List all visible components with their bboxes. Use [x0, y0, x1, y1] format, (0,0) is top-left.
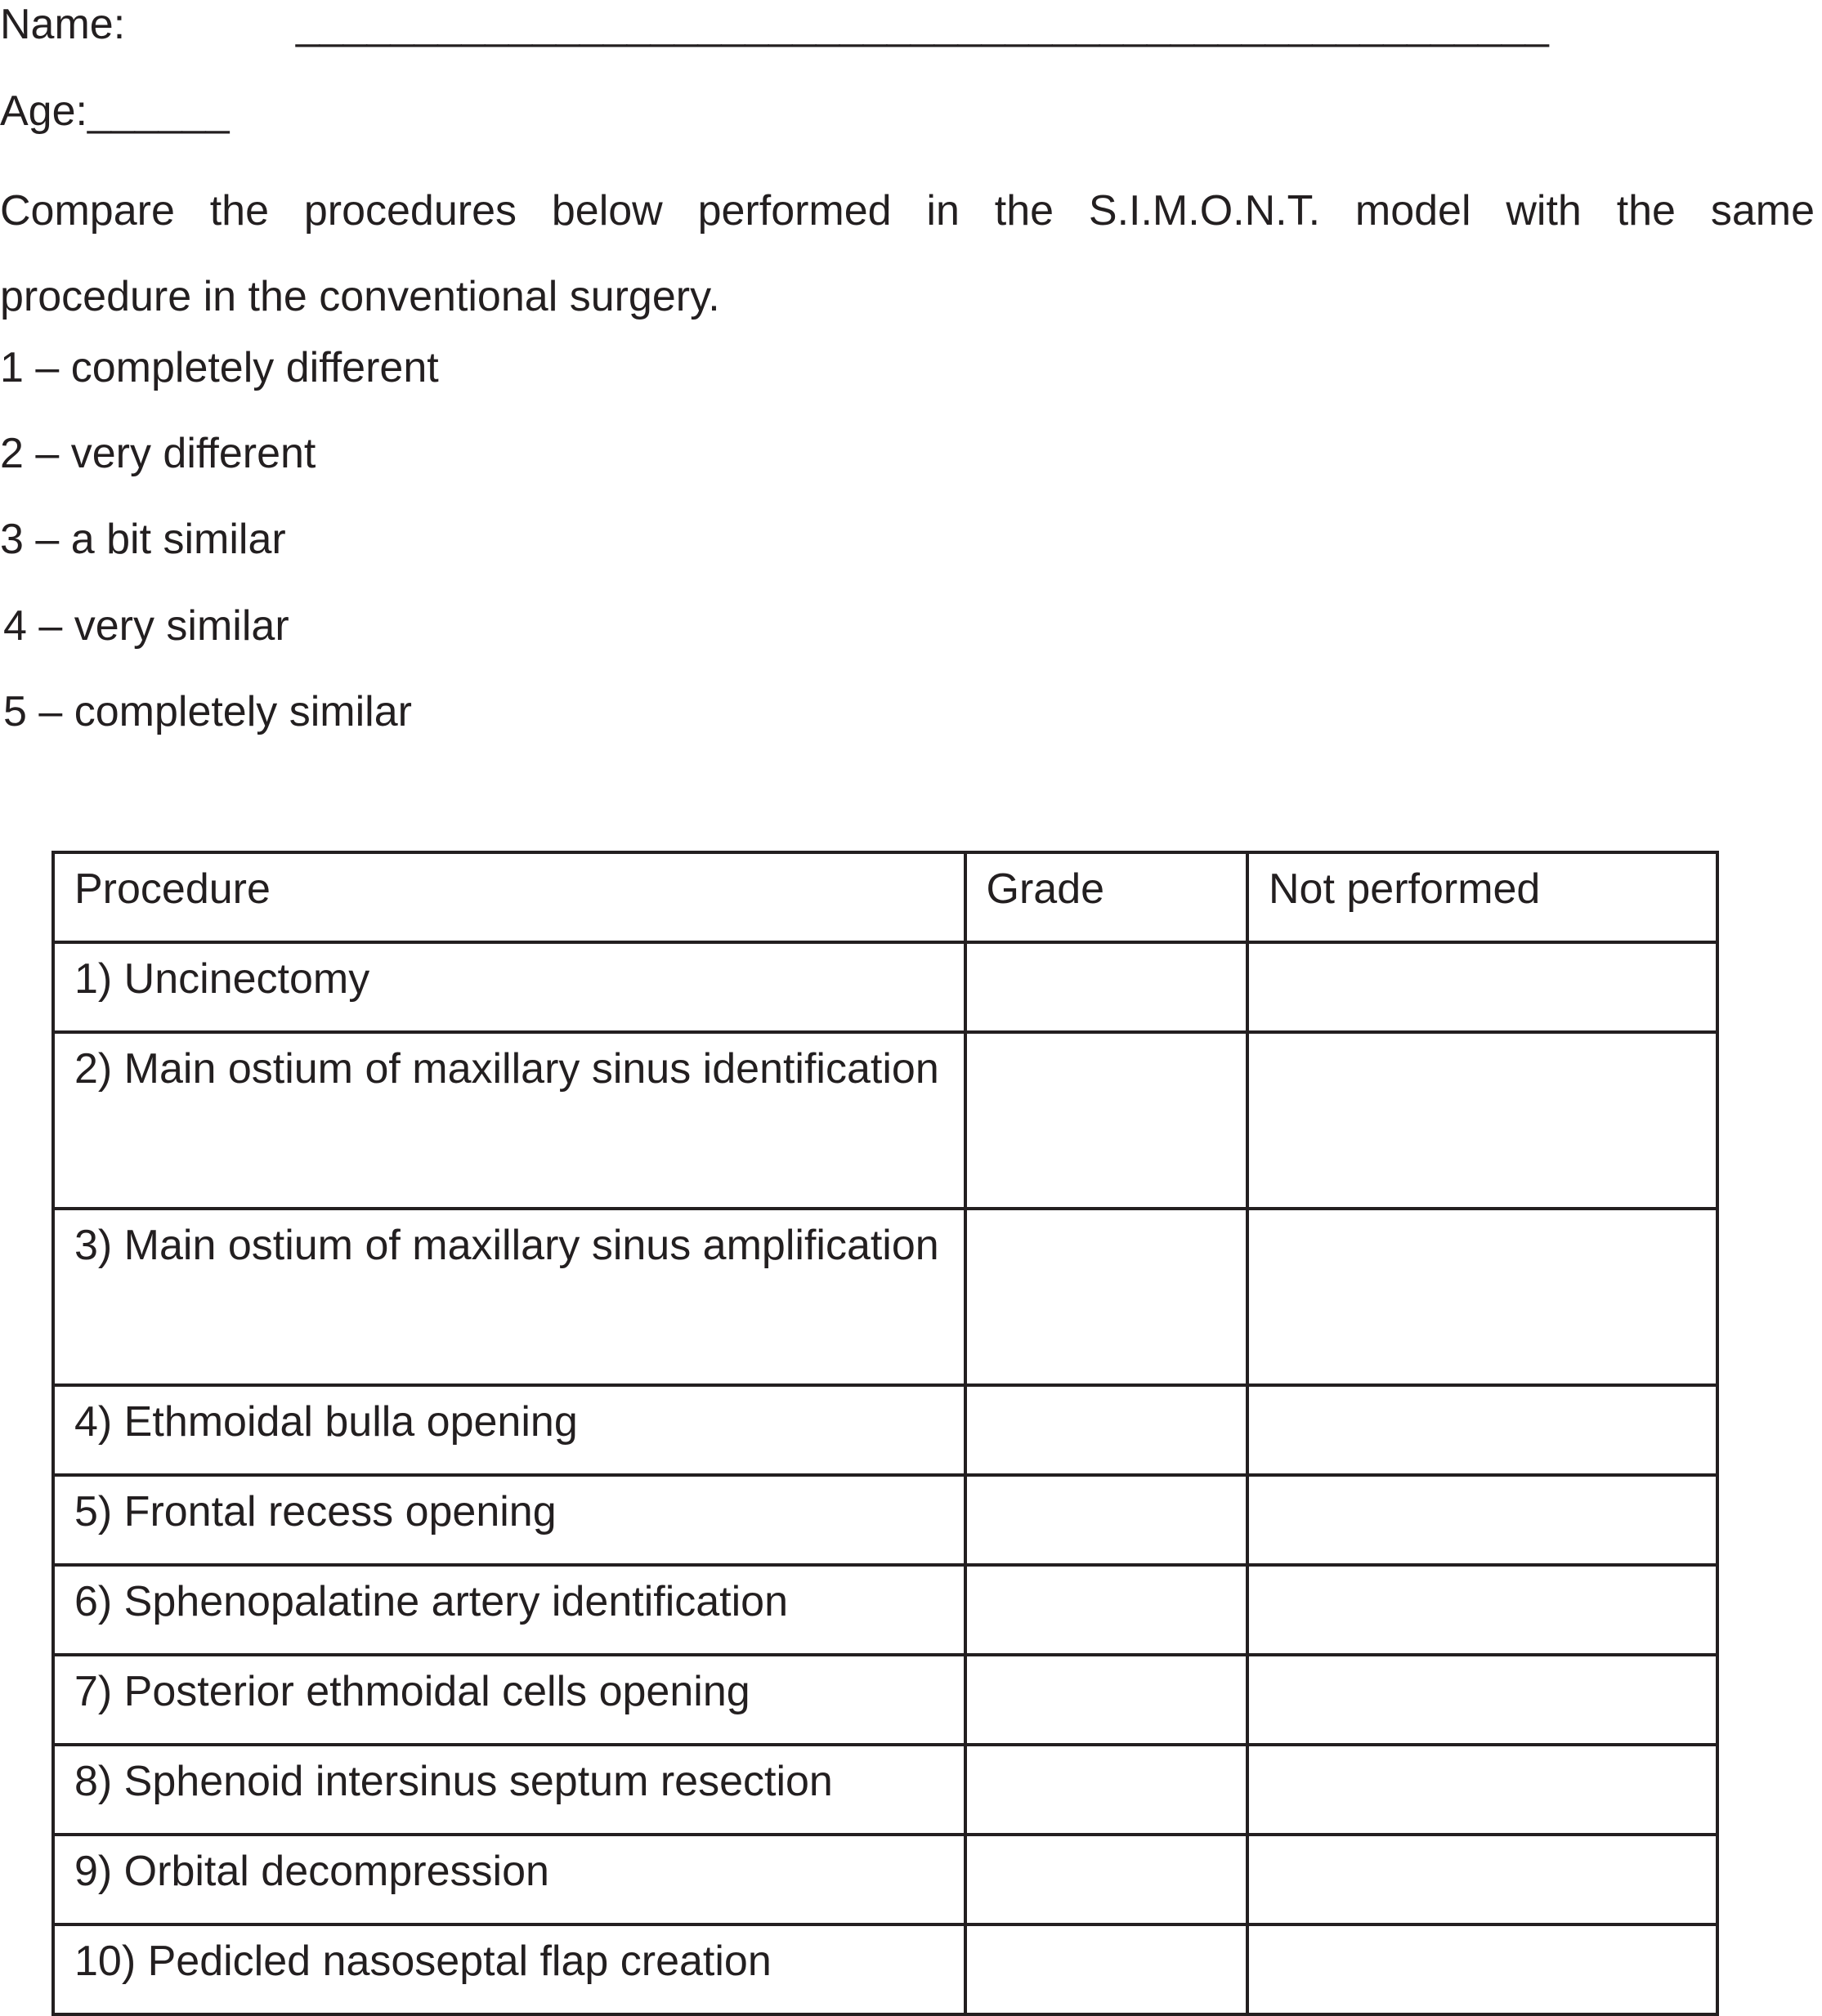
table-row — [53, 1655, 1717, 1745]
grade-cell[interactable] — [965, 1032, 1247, 1209]
not-performed-cell[interactable] — [1247, 1209, 1717, 1385]
column-header-not-performed: Not performed — [1247, 852, 1717, 942]
procedure-cell: 7) Posterior ethmoidal cells opening — [53, 1655, 965, 1745]
procedure-cell: 4) Ethmoidal bulla opening — [53, 1385, 965, 1475]
not-performed-cell[interactable] — [1247, 1745, 1717, 1835]
scale-item: 5 – completely similar — [3, 688, 412, 735]
procedure-cell: 10) Pedicled nasoseptal flap creation — [53, 1924, 965, 2014]
procedure-cell: 5) Frontal recess opening — [53, 1475, 965, 1565]
procedure-cell: 1) Uncinectomy — [53, 942, 965, 1032]
age-field[interactable]: Age:______ — [0, 87, 230, 135]
instructions-line-1: Compare the procedures below performed in the S.I.M.O.N.T. model with the same — [0, 187, 1815, 235]
table-row — [53, 1835, 1717, 1924]
scale-item: 3 – a bit similar — [0, 516, 286, 563]
table-row — [53, 1924, 1717, 2014]
column-header-grade: Grade — [965, 852, 1247, 942]
column-header-procedure: Procedure — [53, 852, 965, 942]
not-performed-cell[interactable] — [1247, 1655, 1717, 1745]
name-label: Name: — [0, 1, 126, 48]
not-performed-cell[interactable] — [1247, 1032, 1717, 1209]
grade-cell[interactable] — [965, 942, 1247, 1032]
grade-cell[interactable] — [965, 1655, 1247, 1745]
grade-cell[interactable] — [965, 1209, 1247, 1385]
grade-cell[interactable] — [965, 1475, 1247, 1565]
procedure-cell: 6) Sphenopalatine artery identification — [53, 1565, 965, 1655]
procedure-cell: 8) Sphenoid intersinus septum resection — [53, 1745, 965, 1835]
procedure-cell: 9) Orbital decompression — [53, 1835, 965, 1924]
instructions — [0, 168, 1815, 340]
not-performed-cell[interactable] — [1247, 1475, 1717, 1565]
table-row — [53, 1745, 1717, 1835]
grade-cell[interactable] — [965, 1565, 1247, 1655]
grade-cell[interactable] — [965, 1385, 1247, 1475]
procedure-cell: 2) Main ostium of maxillary sinus identification — [53, 1032, 965, 1209]
table-row — [53, 1475, 1717, 1565]
instructions-line-2: procedure in the conventional surgery. — [0, 273, 720, 320]
not-performed-cell[interactable] — [1247, 942, 1717, 1032]
table-row — [53, 1209, 1717, 1385]
not-performed-cell[interactable] — [1247, 1835, 1717, 1924]
scale-item: 4 – very similar — [3, 602, 289, 650]
procedure-table — [51, 851, 1719, 2016]
name-field — [0, 0, 1549, 49]
table-row — [53, 1565, 1717, 1655]
table-row — [53, 1385, 1717, 1475]
not-performed-cell[interactable] — [1247, 1565, 1717, 1655]
not-performed-cell[interactable] — [1247, 1924, 1717, 2014]
table-row — [53, 942, 1717, 1032]
grade-cell[interactable] — [965, 1835, 1247, 1924]
procedure-cell: 3) Main ostium of maxillary sinus amplification — [53, 1209, 965, 1385]
scale-item: 1 – completely different — [0, 344, 439, 391]
name-blank[interactable]: _____________________________________________________ — [296, 1, 1549, 48]
scale-item: 2 – very different — [0, 430, 316, 477]
grade-cell[interactable] — [965, 1924, 1247, 2014]
grade-cell[interactable] — [965, 1745, 1247, 1835]
table-header-row — [53, 852, 1717, 942]
not-performed-cell[interactable] — [1247, 1385, 1717, 1475]
table-row — [53, 1032, 1717, 1209]
